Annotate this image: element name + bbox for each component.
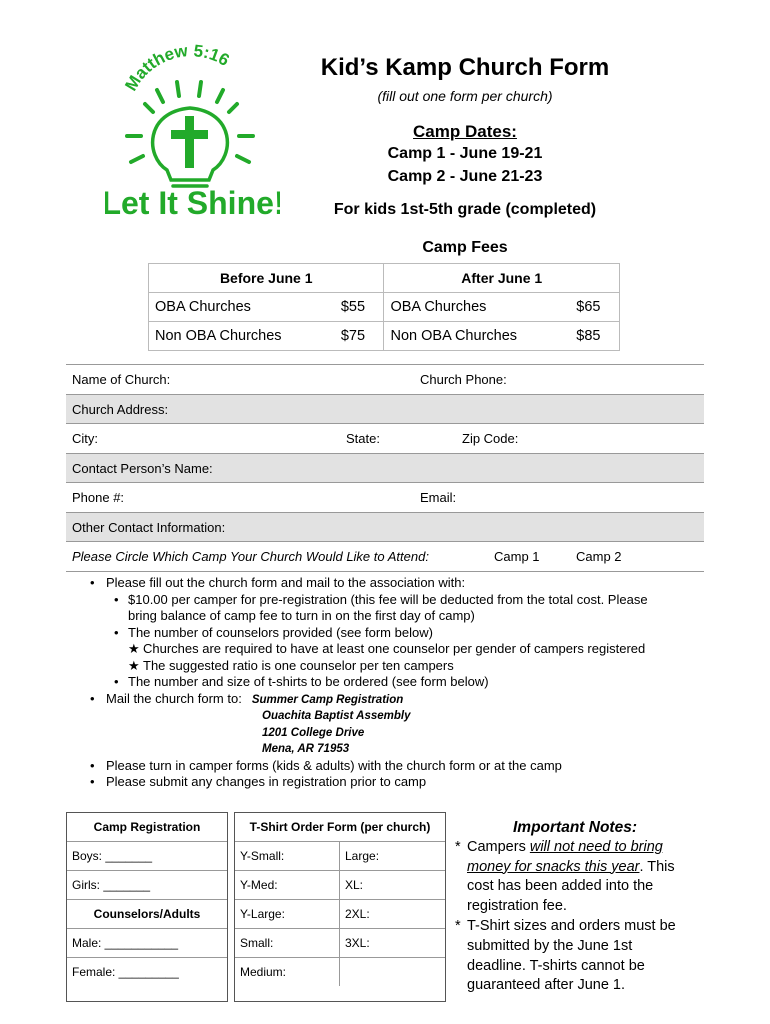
instruction-text: $10.00 per camper for pre-registration (this fee will be deducted from the total cost. Please <box>128 591 648 607</box>
page-title: Kid’s Kamp Church Form <box>320 54 610 81</box>
table-row <box>235 900 445 929</box>
male-field[interactable]: Male: ___________ <box>67 929 227 958</box>
instruction-text: The suggested ratio is one counselor per ten campers <box>143 657 454 673</box>
camp-registration-table <box>67 813 227 986</box>
tshirt-size-field[interactable]: 2XL: <box>340 900 446 929</box>
instruction-text: Churches are required to have at least one counselor per gender of campers registered <box>143 641 646 656</box>
girls-field[interactable]: Girls: _______ <box>67 871 227 900</box>
list-item <box>86 625 706 642</box>
asterisk-icon: * <box>455 917 461 934</box>
tshirt-size-field[interactable]: Y-Large: <box>235 900 340 929</box>
mail-address-line: Summer Camp Registration <box>251 693 404 706</box>
camp-choice-row <box>66 542 704 572</box>
fee-amount: $65 <box>570 293 619 322</box>
church-name-label: Name of Church: <box>72 372 171 387</box>
phone-email-row[interactable] <box>66 483 704 513</box>
church-info-form <box>66 364 704 572</box>
church-phone-label: Church Phone: <box>420 372 507 387</box>
city-row[interactable] <box>66 424 704 454</box>
fees-table <box>148 263 620 351</box>
camp1-option[interactable]: Camp 1 <box>494 549 540 564</box>
before-header: Before June 1 <box>149 264 384 293</box>
other-contact-row[interactable] <box>66 513 704 543</box>
instruction-text: Please fill out the church form and mail to the association with: <box>106 575 466 590</box>
list-item <box>86 575 706 592</box>
fees-heading: Camp Fees <box>422 239 508 256</box>
church-address-label: Church Address: <box>72 401 169 417</box>
fee-amount: $75 <box>335 322 384 351</box>
list-item <box>86 592 706 609</box>
note-text: Campers <box>467 838 530 855</box>
contact-name-label: Contact Person’s Name: <box>72 460 213 476</box>
important-notes <box>455 818 695 996</box>
bullet-icon: • <box>90 774 95 789</box>
table-row <box>235 958 445 987</box>
counselors-heading: Counselors/Adults <box>67 900 227 929</box>
bullet-icon: • <box>90 757 95 773</box>
instruction-text: The number and size of t-shirts to be ordered (see form below) <box>128 674 489 689</box>
tshirt-size-field[interactable]: 3XL: <box>340 929 446 958</box>
list-item <box>86 674 706 691</box>
star-icon: ★ <box>128 657 140 673</box>
instruction-text: Please turn in camper forms (kids & adults) with the church form or at the camp <box>106 757 562 773</box>
subtitle-close: ) <box>547 88 553 104</box>
list-item <box>86 641 706 658</box>
camp2-option[interactable]: Camp 2 <box>576 549 622 564</box>
camp-registration-box <box>66 812 228 1002</box>
instruction-text: Please submit any changes in registration prior to camp <box>106 774 427 789</box>
subtitle-open: ( <box>377 88 383 104</box>
church-address-row[interactable] <box>66 395 704 425</box>
list-item-continued <box>86 608 706 625</box>
grade-info: For kids 1st-5th grade (completed) <box>333 201 597 218</box>
fee-name: Non OBA Churches <box>149 322 335 351</box>
instruction-text: The number of counselors provided (see form below) <box>128 624 433 640</box>
boys-field[interactable]: Boys: _______ <box>67 842 227 871</box>
tshirt-size-field[interactable]: Large: <box>340 842 446 871</box>
tshirt-heading: T-Shirt Order Form (per church) <box>235 813 445 842</box>
lightbulb-logo-icon <box>105 38 280 223</box>
table-row <box>235 842 445 871</box>
fee-name: OBA Churches <box>149 293 335 322</box>
note-item <box>455 838 695 917</box>
zip-label: Zip Code: <box>462 431 519 446</box>
fees-row <box>149 322 620 351</box>
tshirt-order-box <box>234 812 446 1002</box>
note-item <box>455 917 695 996</box>
star-icon: ★ <box>128 641 140 656</box>
table-row <box>235 871 445 900</box>
tshirt-size-field[interactable]: Medium: <box>235 958 340 987</box>
logo-arc-text: Matthew 5:16 <box>121 41 233 95</box>
note-text: . This cost has been added into the registration fee. <box>467 858 675 915</box>
list-item <box>86 774 706 791</box>
tshirt-order-table <box>235 813 445 986</box>
instructions-list <box>86 575 706 791</box>
phone-label: Phone #: <box>72 490 125 505</box>
note-text: T-Shirt sizes and orders must be submitted by the June 1st deadline. T-shirts cannot be guaranteed after June 1. <box>467 917 676 994</box>
tshirt-size-field[interactable]: Y-Med: <box>235 871 340 900</box>
logo <box>105 38 280 223</box>
subtitle <box>300 88 630 104</box>
list-item <box>86 758 706 775</box>
camp2-dates: Camp 2 - June 21-23 <box>387 168 543 185</box>
mail-address-line: Mena, AR 71953 <box>262 743 350 755</box>
state-label: State: <box>346 431 380 446</box>
fee-amount: $55 <box>335 293 384 322</box>
female-field[interactable]: Female: _________ <box>72 965 179 979</box>
camp-choice-prompt: Please Circle Which Camp Your Church Would Like to Attend: <box>72 549 429 564</box>
list-item <box>86 691 706 709</box>
bullet-icon: • <box>114 591 119 607</box>
church-name-row[interactable] <box>66 365 704 395</box>
fees-row <box>149 293 620 322</box>
mail-address-line: 1201 College Drive <box>262 726 365 739</box>
bullet-icon: • <box>114 624 119 640</box>
bullet-icon: • <box>90 575 95 590</box>
mail-address-line: Ouachita Baptist Assembly <box>262 710 411 722</box>
fee-name: Non OBA Churches <box>384 322 570 351</box>
bullet-icon: • <box>114 674 119 689</box>
camp-registration-heading: Camp Registration <box>67 813 227 842</box>
note-emphasis: will not need to bring money for snacks this year <box>467 838 663 875</box>
fee-amount: $85 <box>570 322 619 351</box>
notes-heading: Important Notes: <box>513 819 637 836</box>
city-label: City: <box>72 431 98 446</box>
instruction-text: Mail the church form to: <box>106 690 242 706</box>
tshirt-size-field[interactable]: Y-Small: <box>235 842 340 871</box>
tshirt-size-field[interactable]: Small: <box>235 929 340 958</box>
tshirt-size-field <box>340 958 446 987</box>
asterisk-icon: * <box>455 838 461 855</box>
subtitle-text: fill out one form per church <box>382 88 548 104</box>
table-row <box>235 929 445 958</box>
fee-name: OBA Churches <box>384 293 570 322</box>
camp1-dates: Camp 1 - June 19-21 <box>387 145 543 162</box>
list-item <box>86 658 706 675</box>
logo-caption: Let It Shine! <box>105 185 280 221</box>
bullet-icon: • <box>90 690 95 706</box>
tshirt-size-field[interactable]: XL: <box>340 871 446 900</box>
instruction-text: bring balance of camp fee to turn in on the first day of camp) <box>128 608 475 623</box>
email-label: Email: <box>420 490 457 505</box>
other-contact-label: Other Contact Information: <box>72 519 226 535</box>
camp-dates-heading: Camp Dates: <box>413 122 517 141</box>
after-header: After June 1 <box>384 264 620 293</box>
contact-name-row[interactable] <box>66 454 704 484</box>
